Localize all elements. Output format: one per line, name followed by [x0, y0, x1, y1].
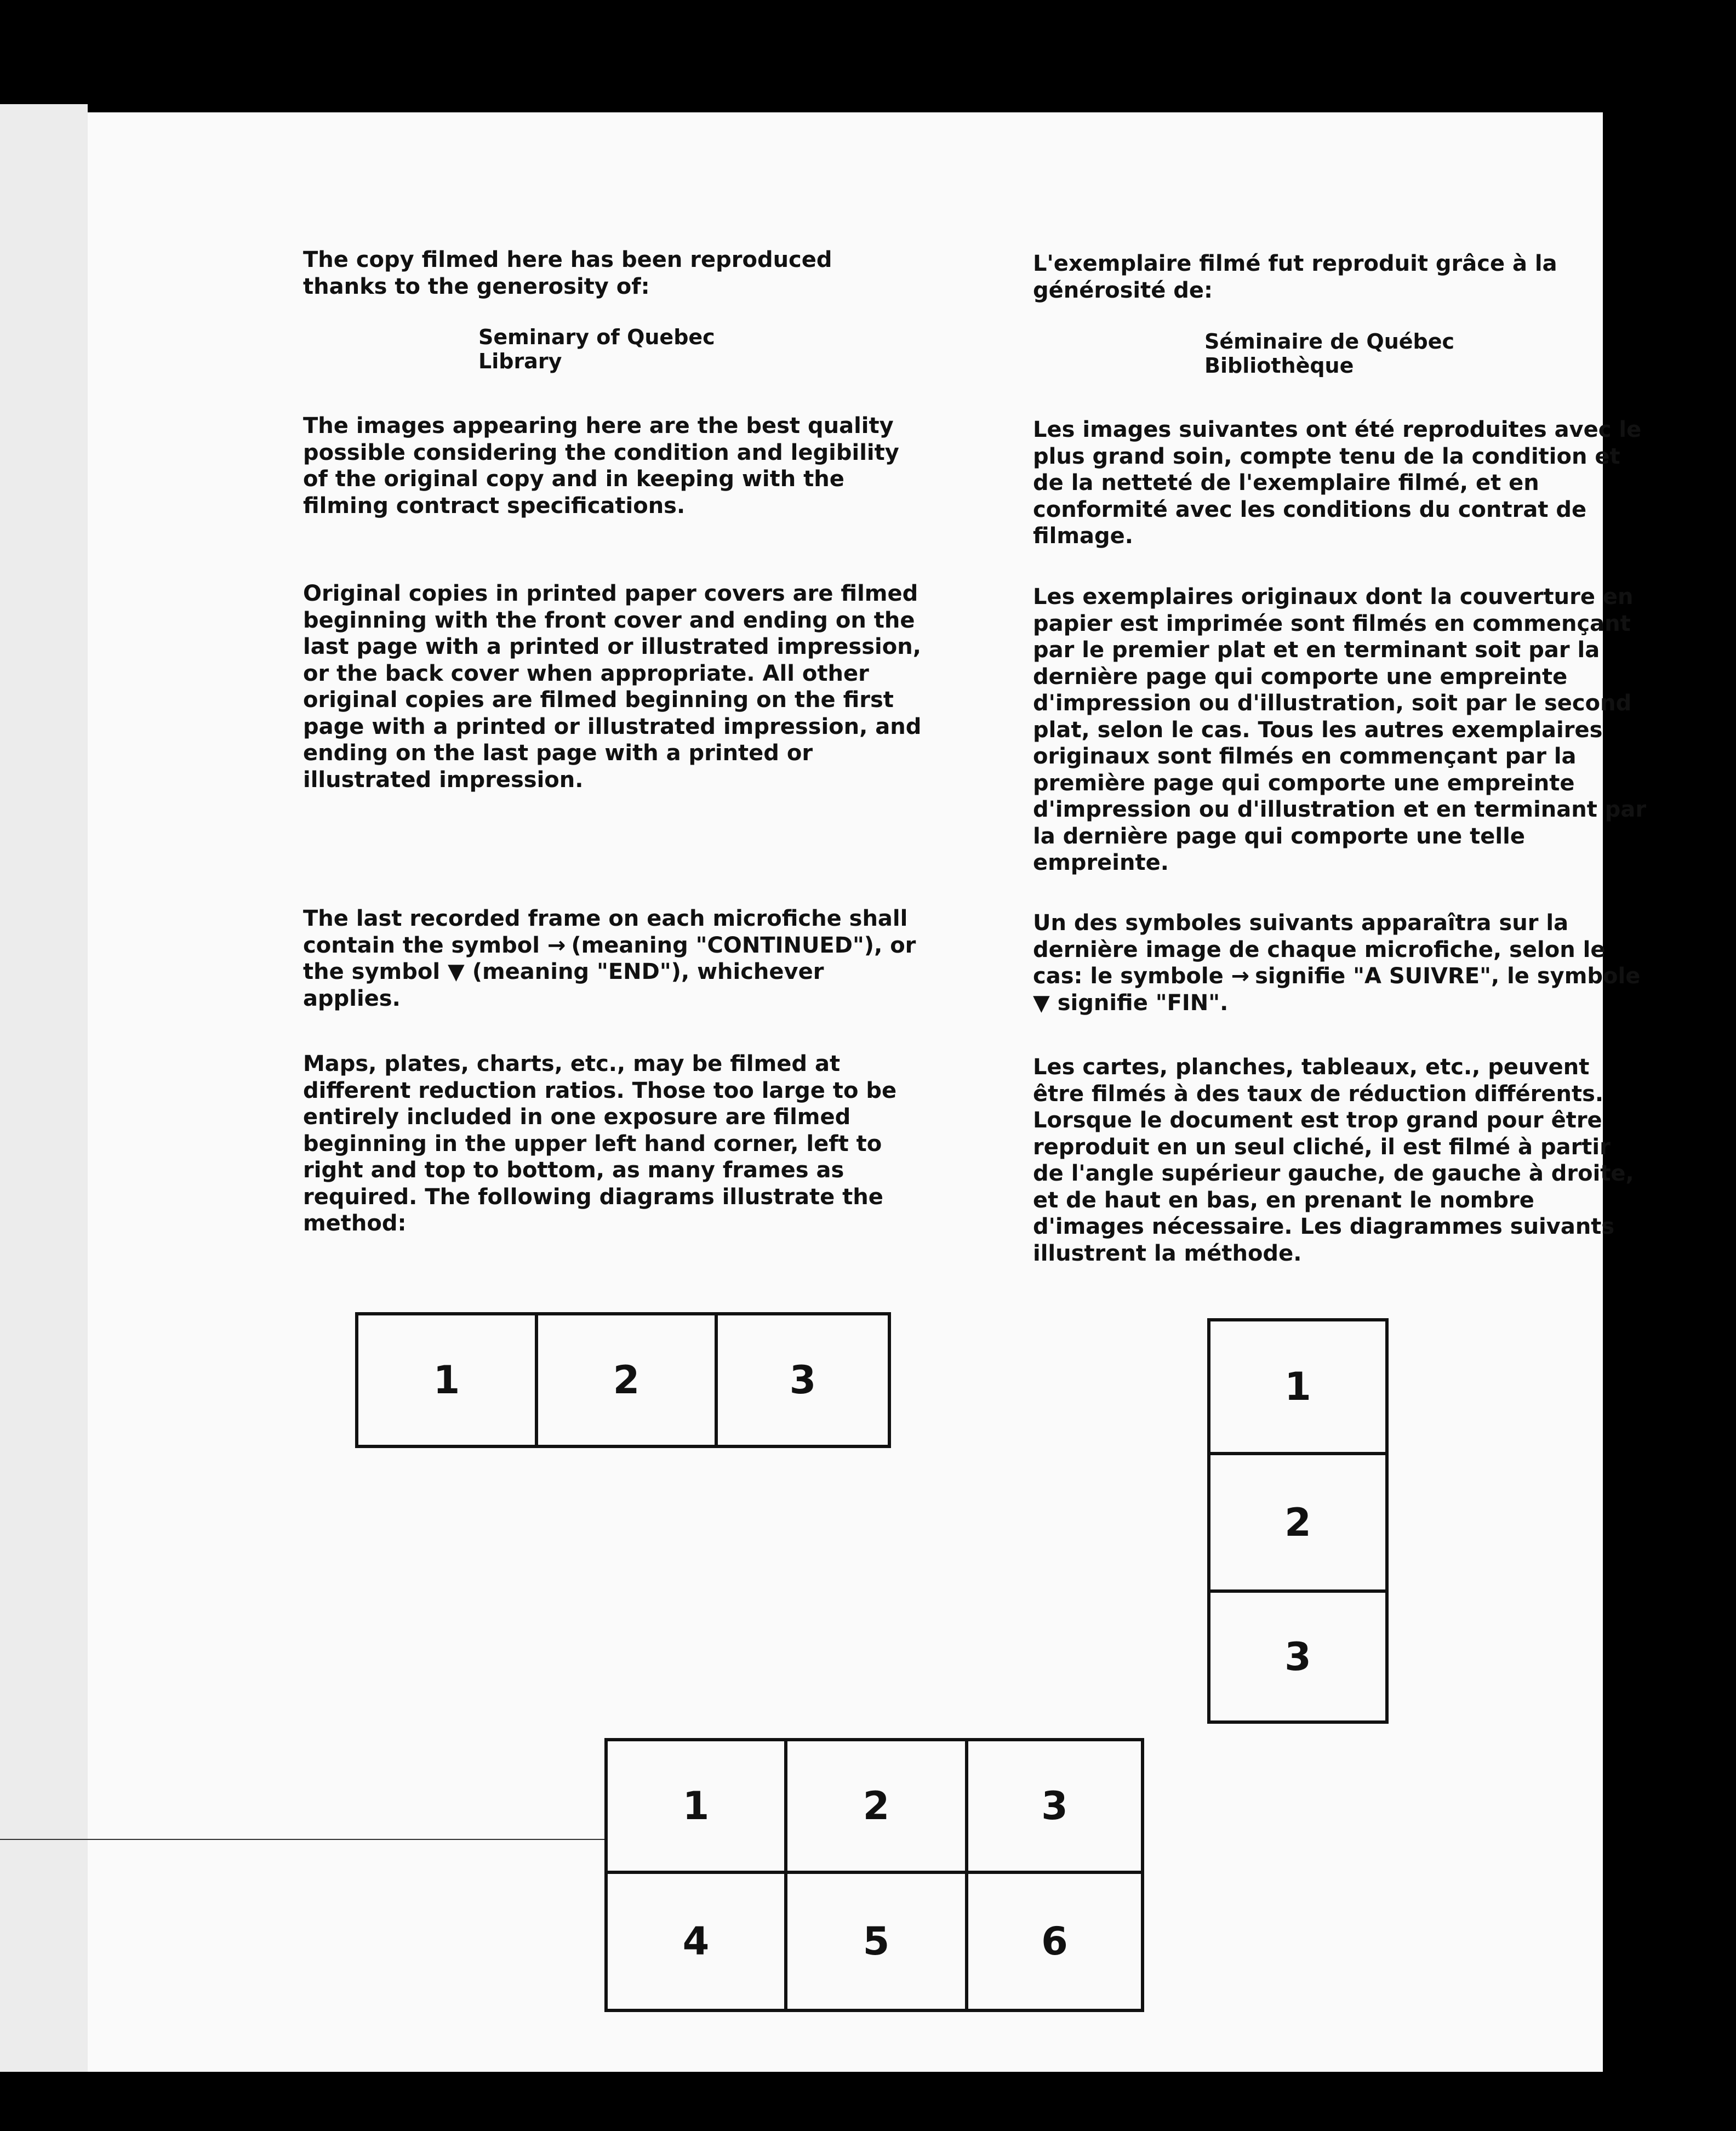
- frame-cell: 1: [433, 1358, 460, 1403]
- frame-cell: 3: [789, 1358, 816, 1403]
- continued-arrow-icon: →: [547, 932, 564, 958]
- english-library-line2: Library: [478, 349, 562, 373]
- english-quality-text: The images appearing here are the best quality possible considering the condition and legibility of the original copy and in keeping with the filming contract specifications.: [303, 413, 899, 518]
- english-symbol-text-2: (meaning "CONTINUED"), or the symbol: [303, 932, 916, 984]
- document-page: [88, 112, 1647, 2072]
- vertical-frame-diagram: [1207, 1318, 1389, 1724]
- grid-frame-diagram: [604, 1738, 1144, 2012]
- frame-cell: 3: [1041, 1784, 1068, 1828]
- french-symbol-paragraph: [1033, 910, 1647, 1016]
- english-maps-paragraph: [303, 1051, 922, 1237]
- french-symbol-text-3: signifie "FIN".: [1057, 990, 1229, 1016]
- english-library: [478, 325, 1098, 373]
- french-library: [1204, 329, 1736, 378]
- frame-cell: 4: [682, 1919, 710, 1964]
- french-maps-text: Les cartes, planches, tableaux, etc., peuvent être filmés à des taux de réduction différents. Lorsque le document est trop grand pour être reproduit en un seul cliché, il est filmé à partir de l'angle supérieur gauche, de gauche à droite, et de haut en bas, en prenant le nombre d'images nécessaire. Les diagrammes suivants illustrent la méthode.: [1033, 1055, 1634, 1266]
- frame-cell: 1: [682, 1784, 710, 1828]
- continued-arrow-icon: →: [1231, 964, 1248, 989]
- french-library-line1: Séminaire de Québec: [1204, 329, 1455, 354]
- frame-cell: 5: [863, 1919, 890, 1964]
- english-original-paragraph: [303, 580, 922, 793]
- french-symbol-text-1: Un des symboles suivants apparaîtra sur la dernière image de chaque microfiche, selon le cas: le symbole: [1033, 910, 1606, 989]
- french-symbol-text-2: signifie "A SUIVRE", le symbole: [1255, 964, 1641, 989]
- english-symbol-text-3: (meaning "END"), whichever applies.: [303, 959, 824, 1011]
- previous-page-edge: [0, 104, 88, 2072]
- frame-cell: 2: [613, 1358, 640, 1403]
- english-original-text: Original copies in printed paper covers are filmed beginning with the front cover and ending on the last page with a printed or illustrated impression, or the back cover when appropriate. All other original copies are filmed beginning on the first page with a printed or illustrated impression, and ending on the last page with a printed or illustrated impression.: [303, 581, 922, 793]
- english-symbol-text-1: The last recorded frame on each microfiche shall contain the symbol: [303, 906, 908, 958]
- english-intro: The copy filmed here has been reproduced thanks to the generosity of:: [303, 247, 832, 299]
- french-library-line2: Bibliothèque: [1204, 354, 1354, 378]
- film-rule: [0, 1839, 88, 1840]
- english-library-line1: Seminary of Quebec: [478, 325, 715, 349]
- frame-cell: 2: [1284, 1500, 1311, 1545]
- frame-cell: 1: [1284, 1364, 1311, 1409]
- english-symbol-paragraph: [303, 905, 922, 1012]
- end-triangle-icon: ▼: [447, 959, 465, 984]
- english-column: [303, 247, 922, 300]
- french-maps-paragraph: [1033, 1054, 1647, 1267]
- horizontal-frame-diagram: [355, 1312, 891, 1448]
- english-quality-paragraph: [303, 413, 922, 519]
- french-intro: L'exemplaire filmé fut reproduit grâce à la générosité de:: [1033, 251, 1557, 303]
- french-quality-paragraph: [1033, 417, 1647, 550]
- french-quality-text: Les images suivantes ont été reproduites avec le plus grand soin, compte tenu de la condition et de la netteté de l'exemplaire filmé, et en conformité avec les conditions du contrat de filmage.: [1033, 417, 1642, 549]
- french-column: [1033, 250, 1647, 304]
- french-original-paragraph: [1033, 584, 1647, 876]
- english-maps-text: Maps, plates, charts, etc., may be filmed at different reduction ratios. Those too large to be entirely included in one exposure are filmed beginning in the upper left hand corner, left to right and top to bottom, as many frames as required. The following diagrams illustrate the method:: [303, 1051, 897, 1236]
- frame-cell: 3: [1284, 1634, 1311, 1679]
- french-original-text: Les exemplaires originaux dont la couverture en papier est imprimée sont filmés en commençant par le premier plat et en terminant soit par la dernière page qui comporte une empreinte d'impression ou d'illustration, soit par le second plat, selon le cas. Tous les autres exemplaires originaux sont filmés en commençant par la première page qui comporte une empreinte d'impression ou d'illustration et en terminant par la dernière page qui comporte une telle empreinte.: [1033, 584, 1647, 875]
- end-triangle-icon: ▼: [1033, 990, 1050, 1016]
- film-rule: [88, 1839, 604, 1840]
- frame-cell: 2: [863, 1784, 890, 1828]
- frame-cell: 6: [1041, 1919, 1068, 1964]
